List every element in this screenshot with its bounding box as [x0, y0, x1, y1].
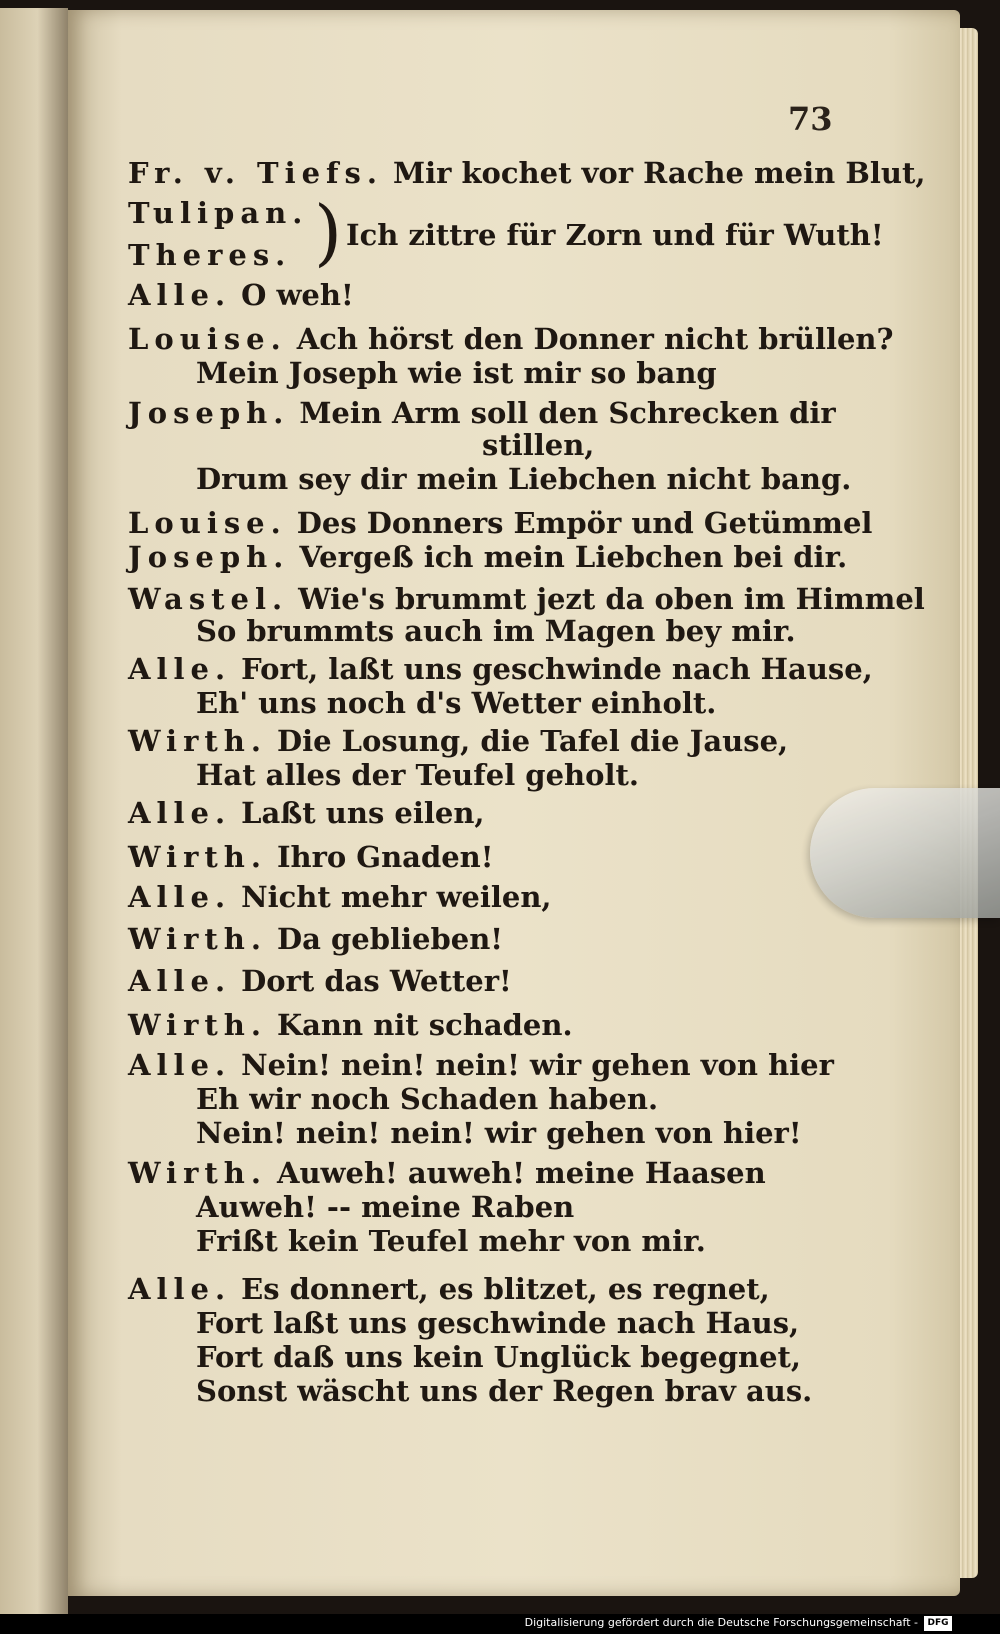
line-text: Laßt uns eilen,	[241, 796, 485, 830]
line-text: Fort, laßt uns geschwinde nach Hause,	[241, 652, 873, 686]
speaker-name: Theres.	[128, 238, 292, 272]
verse-line	[128, 582, 925, 616]
verse-line	[128, 396, 836, 430]
line-text: Ach hörst den Donner nicht brüllen?	[296, 322, 894, 356]
line-text: Auweh! auweh! meine Haasen	[276, 1156, 766, 1190]
line-text: stillen,	[482, 428, 595, 462]
line-text: Mein Joseph wie ist mir so bang	[196, 356, 717, 390]
line-text: Wie's brummt jezt da oben im Himmel	[298, 582, 925, 616]
speaker-name: Wirth.	[128, 922, 267, 956]
verse-line	[128, 922, 503, 956]
footer-credit: Digitalisierung gefördert durch die Deutsche Forschungsgemeinschaft -	[524, 1616, 918, 1629]
verse-line	[196, 686, 716, 720]
line-text: Auweh! -- meine Raben	[196, 1190, 575, 1224]
verse-line	[128, 796, 485, 830]
verse-line	[128, 840, 494, 874]
verse-line	[128, 1156, 766, 1190]
line-text: Nein! nein! nein! wir gehen von hier	[241, 1048, 834, 1082]
line-text: Die Losung, die Tafel die Jause,	[276, 724, 789, 758]
line-text: Mir kochet vor Rache mein Blut,	[392, 156, 926, 190]
line-text: Es donnert, es blitzet, es regnet,	[241, 1272, 770, 1306]
line-text: Mein Arm soll den Schrecken dir	[299, 396, 836, 430]
verse-line	[196, 1340, 801, 1374]
speaker-name: Joseph.	[128, 396, 290, 430]
line-text: Des Donners Empör und Getümmel	[296, 506, 873, 540]
verse-line	[196, 1190, 574, 1224]
speaker-name: Louise.	[128, 322, 287, 356]
verse-line	[128, 322, 894, 356]
speaker-name: Wirth.	[128, 1156, 267, 1190]
speaker-name: Alle.	[128, 278, 232, 312]
line-text: Drum sey dir mein Liebchen nicht bang.	[196, 462, 852, 496]
verse-line	[128, 506, 872, 540]
speaker-name: Wastel.	[128, 582, 289, 616]
line-text: So brummts auch im Magen bey mir.	[196, 614, 796, 648]
line-text: Ich zittre für Zorn und für Wuth!	[346, 218, 884, 252]
speaker-name: Wirth.	[128, 840, 267, 874]
verse-line	[128, 1048, 834, 1082]
verse-line	[128, 278, 354, 312]
footer-bar	[0, 1614, 1000, 1634]
line-text: Ihro Gnaden!	[276, 840, 494, 874]
verse-line	[128, 964, 512, 998]
verse-line	[196, 1306, 799, 1340]
speaker-name: Louise.	[128, 506, 287, 540]
speaker-name: Fr. v. Tiefs.	[128, 156, 383, 190]
speaker-name: Joseph.	[128, 540, 290, 574]
speaker-name: Alle.	[128, 880, 232, 914]
verse-line	[196, 758, 639, 792]
dfg-logo: DFG	[924, 1616, 952, 1631]
line-text: Frißt kein Teufel mehr von mir.	[196, 1224, 706, 1258]
verse-line	[196, 1116, 802, 1150]
line-text: Eh' uns noch d's Wetter einholt.	[196, 686, 717, 720]
line-text: Dort das Wetter!	[241, 964, 512, 998]
speaker-name: Alle.	[128, 1048, 232, 1082]
line-text: Nicht mehr weilen,	[241, 880, 552, 914]
line-text: Kann nit schaden.	[276, 1008, 573, 1042]
verse-line	[128, 1008, 573, 1042]
verse-line	[128, 652, 873, 686]
verse-line	[128, 540, 847, 574]
page-number: 73	[788, 100, 833, 138]
speaker-name: Alle.	[128, 796, 232, 830]
speaker-name: Wirth.	[128, 1008, 267, 1042]
line-text: Nein! nein! nein! wir gehen von hier!	[196, 1116, 802, 1150]
verse-line	[196, 1082, 658, 1116]
verse-line	[196, 614, 796, 648]
verse-line	[128, 156, 925, 190]
speaker-name: Tulipan.	[128, 196, 309, 230]
line-text: Hat alles der Teufel geholt.	[196, 758, 639, 792]
page-clip	[810, 788, 1000, 918]
line-text: Da geblieben!	[276, 922, 504, 956]
speaker-name: Alle.	[128, 652, 232, 686]
speaker-name: Wirth.	[128, 724, 267, 758]
left-page-edge	[0, 8, 68, 1614]
speaker-name: Alle.	[128, 1272, 232, 1306]
line-text: Fort laßt uns geschwinde nach Haus,	[196, 1306, 800, 1340]
speaker-name: Alle.	[128, 964, 232, 998]
verse-line	[196, 462, 851, 496]
line-text: O weh!	[241, 278, 354, 312]
verse-line	[196, 1224, 706, 1258]
line-text: Sonst wäscht uns der Regen brav aus.	[196, 1374, 813, 1408]
verse-line	[128, 880, 552, 914]
verse-line	[482, 428, 594, 462]
verse-line	[196, 356, 717, 390]
line-text: Fort daß uns kein Unglück begegnet,	[196, 1340, 802, 1374]
verse-line	[128, 1272, 770, 1306]
brace-glyph: )	[314, 190, 343, 274]
line-text: Vergeß ich mein Liebchen bei dir.	[299, 540, 848, 574]
line-text: Eh wir noch Schaden haben.	[196, 1082, 659, 1116]
verse-line	[128, 724, 788, 758]
verse-line	[196, 1374, 812, 1408]
